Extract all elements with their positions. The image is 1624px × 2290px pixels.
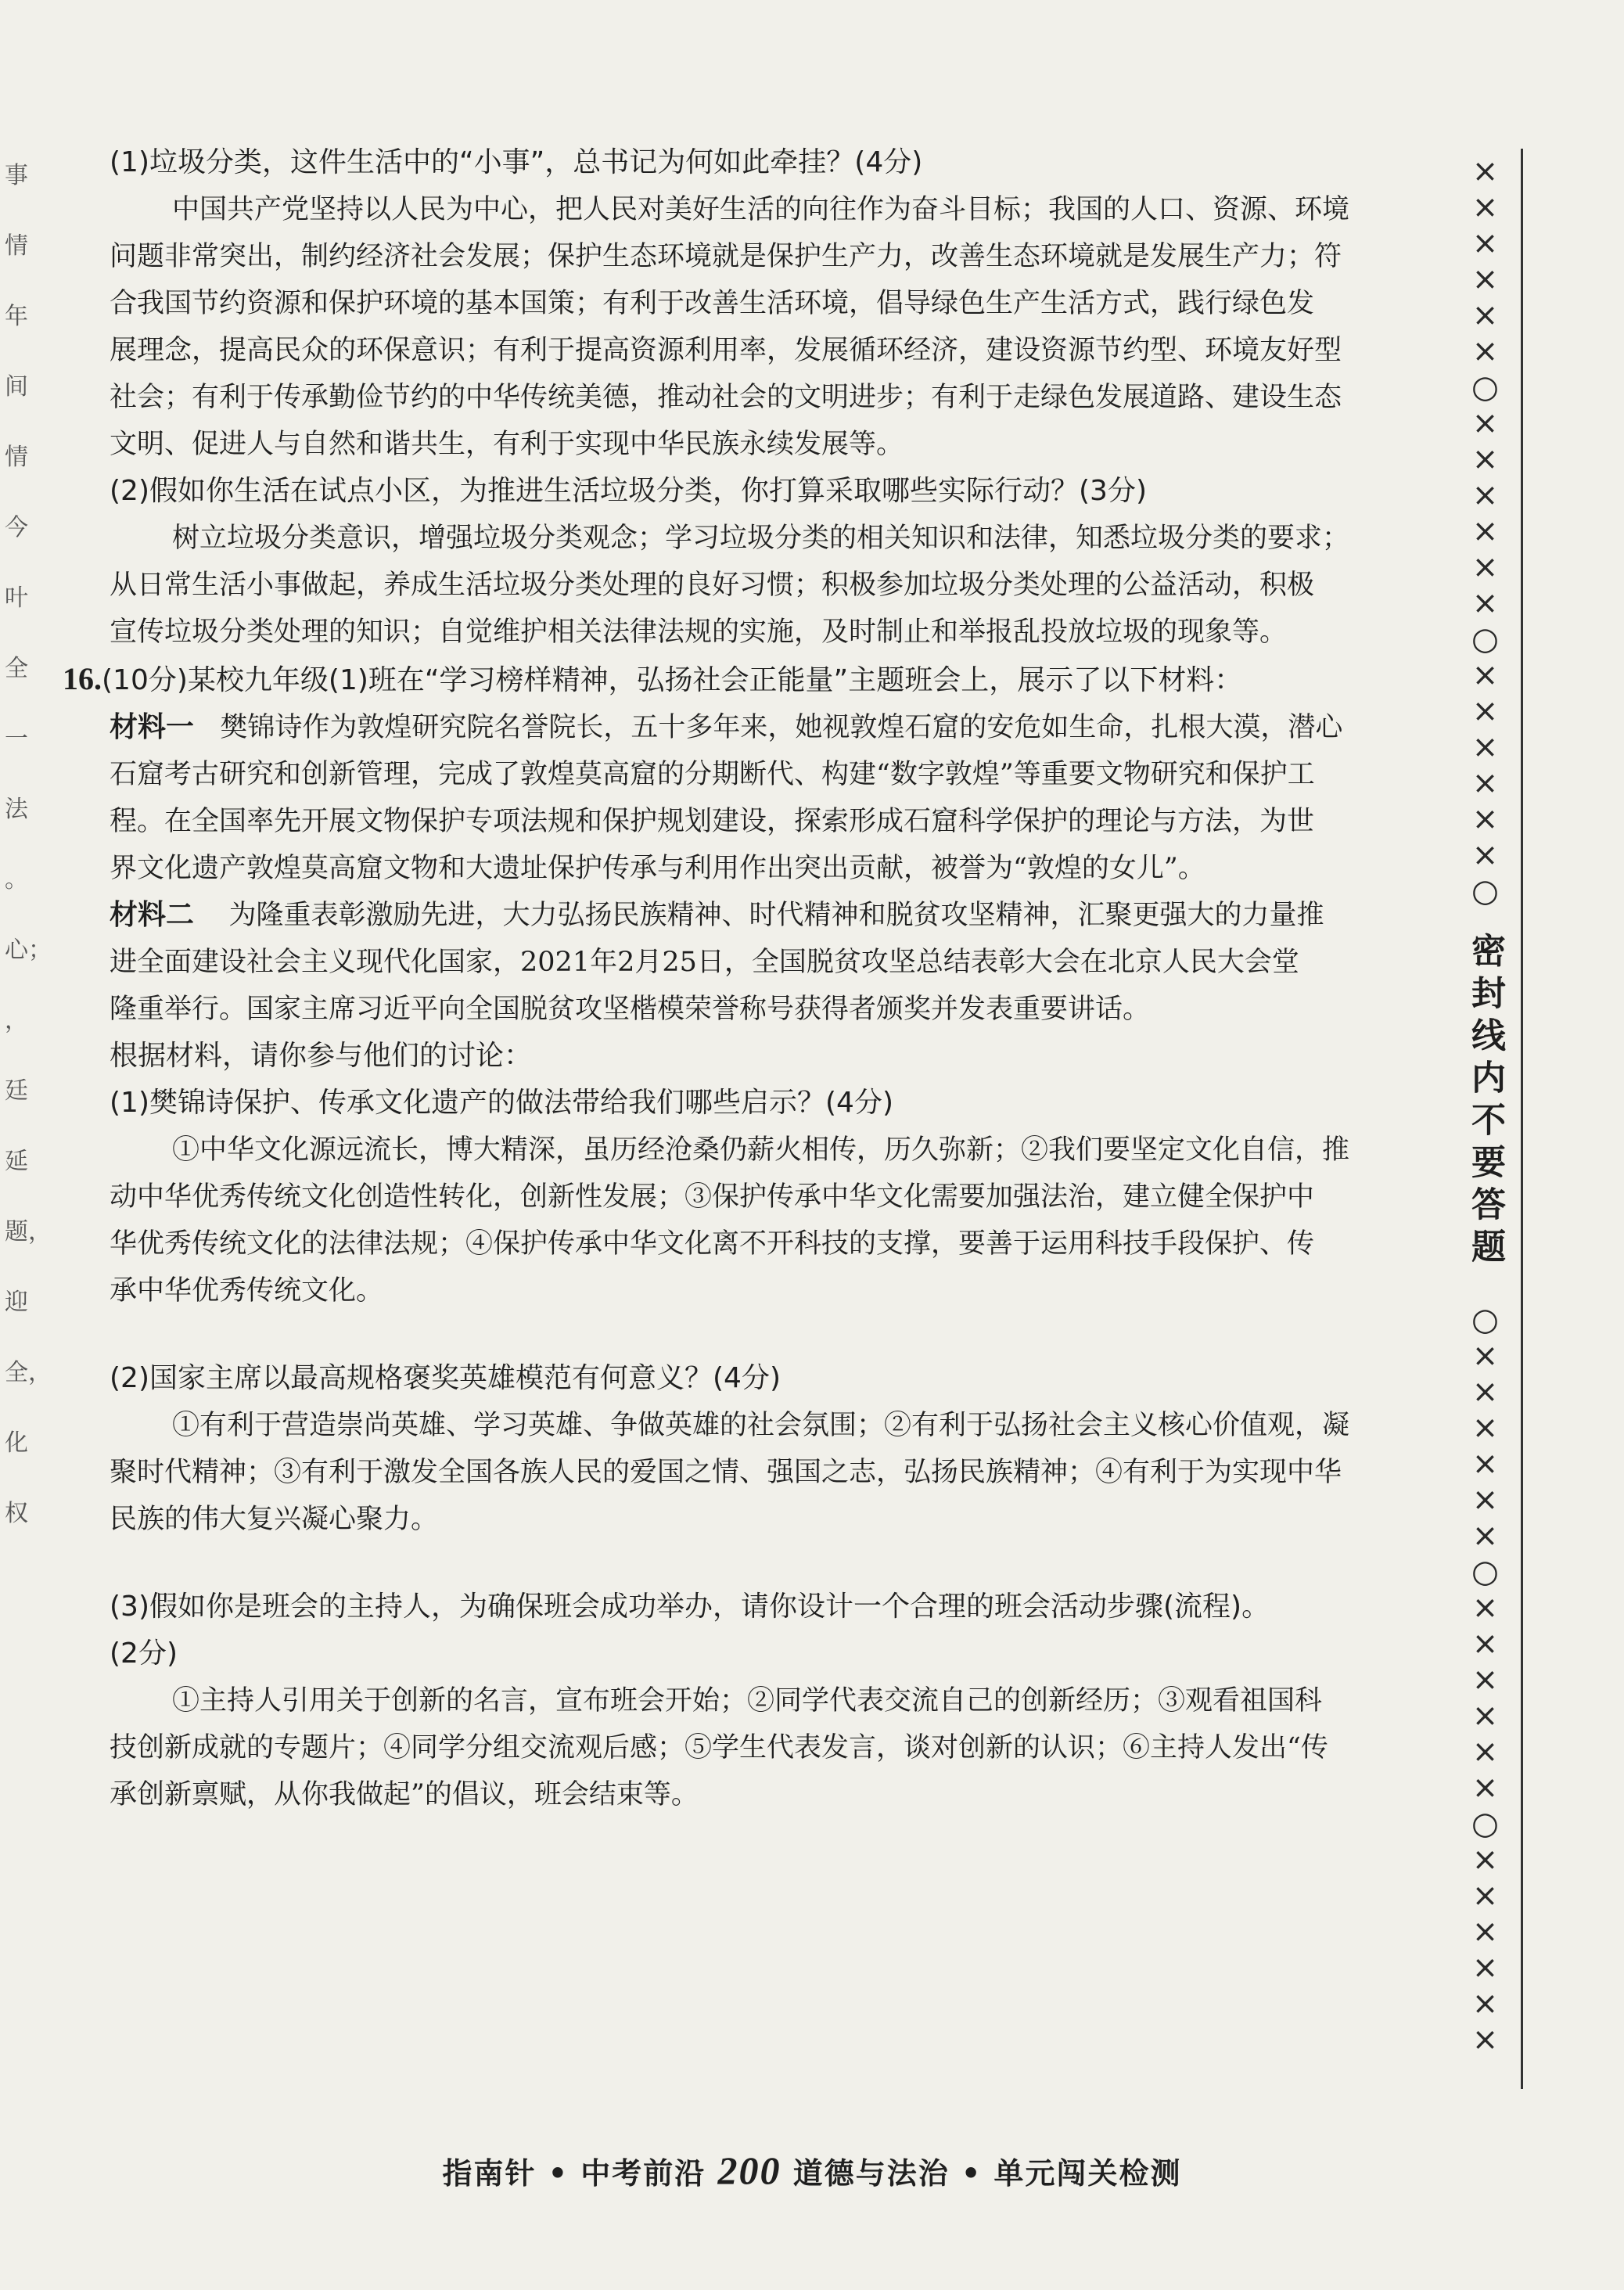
answer-line: 聚时代精神；③有利于激发全国各族人民的爱国之情、强国之志，弘扬民族精神；④有利于为实现中华 bbox=[110, 1457, 1342, 1488]
answer-line: 承创新禀赋，从你我做起”的倡议，班会结束等。 bbox=[110, 1779, 699, 1810]
q16-sub3-score: (2分) bbox=[110, 1638, 178, 1670]
material2-label: 材料二 bbox=[110, 899, 195, 931]
answer-line: 承中华优秀传统文化。 bbox=[110, 1275, 384, 1307]
answer-line: 民族的伟大复兴凝心聚力。 bbox=[110, 1504, 439, 1535]
answer-line: 树立垃圾分类意识，增强垃圾分类观念；学习垃圾分类的相关知识和法律，知悉垃圾分类的要求； bbox=[172, 523, 1350, 554]
q16-stem: (10分)某校九年级(1)班在“学习榜样精神，弘扬社会正能量”主题班会上，展示了以下材料： bbox=[102, 664, 1243, 696]
q16-prompt: 根据材料，请你参与他们的讨论： bbox=[110, 1040, 533, 1072]
answer-line: 从日常生活小事做起，养成生活垃圾分类处理的良好习惯；积极参加垃圾分类处理的公益活动，积极 bbox=[110, 570, 1315, 601]
material-text: 界文化遗产敦煌莫高窟文物和大遗址保护传承与利用作出突出贡献，被誉为“敦煌的女儿”。 bbox=[110, 853, 1205, 884]
seal-warning-text: 密封线内不要答题 bbox=[1465, 933, 1505, 1271]
footer-number: 200 bbox=[717, 2148, 781, 2192]
material-text: 樊锦诗作为敦煌研究院名誉院长，五十多年来，她视敦煌石窟的安危如生命，扎根大漠，潜心 bbox=[220, 712, 1343, 743]
footer-series: 中考前沿 bbox=[580, 2156, 706, 2191]
answer-line: 动中华优秀传统文化创造性转化，创新性发展；③保护传承中华文化需要加强法治，建立健全保护中 bbox=[110, 1181, 1315, 1213]
q16-sub3-question: (3)假如你是班会的主持人，为确保班会成功举办，请你设计一个合理的班会活动步骤(流程)。 bbox=[110, 1591, 1270, 1623]
material-text: 程。在全国率先开展文物保护专项法规和保护规划建设，探索形成石窟科学保护的理论与方法，为世 bbox=[110, 806, 1315, 837]
material1-line bbox=[110, 704, 1447, 751]
spacer bbox=[110, 1314, 1447, 1355]
q1-answer bbox=[110, 186, 1447, 468]
q2-question: (2)假如你生活在试点小区，为推进生活垃圾分类，你打算采取哪些实际行动？(3分) bbox=[110, 475, 1147, 507]
material-text: 隆重举行。国家主席习近平向全国脱贫攻坚楷模荣誉称号获得者颁奖并发表重要讲话。 bbox=[110, 994, 1151, 1025]
answer-line: 技创新成就的专题片；④同学分组交流观后感；⑤学生代表发言，谈对创新的认识；⑥主持人发出“传 bbox=[110, 1732, 1328, 1763]
answer-line: 中国共产党坚持以人民为中心，把人民对美好生活的向往作为奋斗目标；我国的人口、资源、环境 bbox=[172, 194, 1350, 225]
answer-line: 问题非常突出，制约经济社会发展；保护生态环境就是保护生产力，改善生态环境就是发展生产力；符 bbox=[110, 241, 1342, 272]
footer-unit: 单元闯关检测 bbox=[993, 2156, 1182, 2191]
seal-marks-bottom: ○××××××○××××××○×××××× bbox=[1467, 1302, 1504, 2058]
material-text: 石窟考古研究和创新管理，完成了敦煌莫高窟的分期断代、构建“数字敦煌”等重要文物研究和保护工 bbox=[110, 759, 1315, 790]
content-area bbox=[63, 139, 1447, 1818]
footer-subject: 道德与法治 bbox=[792, 2156, 950, 2191]
page-footer bbox=[0, 2148, 1624, 2193]
answer-line: ①有利于营造崇尚英雄、学习英雄、争做英雄的社会氛围；②有利于弘扬社会主义核心价值观，凝 bbox=[172, 1410, 1350, 1441]
q16-sub1-question: (1)樊锦诗保护、传承文化遗产的做法带给我们哪些启示？(4分) bbox=[110, 1087, 893, 1119]
answer-line: 文明、促进人与自然和谐共生，有利于实现中华民族永续发展等。 bbox=[110, 429, 904, 460]
footer-brand: 指南针 bbox=[442, 2156, 537, 2191]
material1-label: 材料一 bbox=[110, 711, 195, 743]
material2-line bbox=[110, 892, 1447, 939]
seal-marks-top: ××××××○××××××○××××××○ bbox=[1467, 153, 1504, 909]
footer-dot: • bbox=[961, 2156, 983, 2191]
q16-sub2-question: (2)国家主席以最高规格褒奖英雄模范有何意义？(4分) bbox=[110, 1362, 781, 1394]
q16-stem-line bbox=[63, 656, 1447, 704]
material-text: 为隆重表彰激励先进，大力弘扬民族精神、时代精神和脱贫攻坚精神，汇聚更强大的力量推 bbox=[228, 900, 1324, 931]
answer-line: ①主持人引用关于创新的名言，宣布班会开始；②同学代表交流自己的创新经历；③观看祖国科 bbox=[172, 1685, 1323, 1717]
q16-number: 16. bbox=[63, 661, 102, 696]
answer-line: 展理念，提高民众的环保意识；有利于提高资源利用率，发展循环经济，建设资源节约型、环境友好型 bbox=[110, 335, 1342, 366]
q1-question: (1)垃圾分类，这件生活中的“小事”，总书记为何如此牵挂？(4分) bbox=[110, 146, 923, 178]
answer-line: 社会；有利于传承勤俭节约的中华传统美德，推动社会的文明进步；有利于走绿色发展道路、建设生态 bbox=[110, 382, 1342, 413]
q2-answer bbox=[110, 515, 1447, 656]
left-edge-fragments: 事情年间情今 叶全一法 。心； ， 廷延 题，迎 全， 化权 bbox=[5, 162, 52, 1527]
answer-line: 华优秀传统文化的法律法规；④保护传承中华文化离不开科技的支撑，要善于运用科技手段保护、传 bbox=[110, 1228, 1315, 1260]
material-text: 进全面建设社会主义现代化国家，2021年2月25日，全国脱贫攻坚总结表彰大会在北京人民大会堂 bbox=[110, 947, 1299, 978]
seal-column bbox=[1460, 153, 1510, 2086]
answer-line: 宣传垃圾分类处理的知识；自觉维护相关法律法规的实施，及时制止和举报乱投放垃圾的现象等。 bbox=[110, 617, 1288, 648]
answer-line: 合我国节约资源和保护环境的基本国策；有利于改善生活环境，倡导绿色生产生活方式，践行绿色发 bbox=[110, 288, 1315, 319]
answer-line: ①中华文化源远流长，博大精深，虽历经沧桑仍薪火相传，历久弥新；②我们要坚定文化自信，推 bbox=[172, 1134, 1350, 1166]
seal-line bbox=[1521, 149, 1523, 2089]
spacer bbox=[110, 1543, 1447, 1584]
footer-dot: • bbox=[548, 2156, 569, 2191]
